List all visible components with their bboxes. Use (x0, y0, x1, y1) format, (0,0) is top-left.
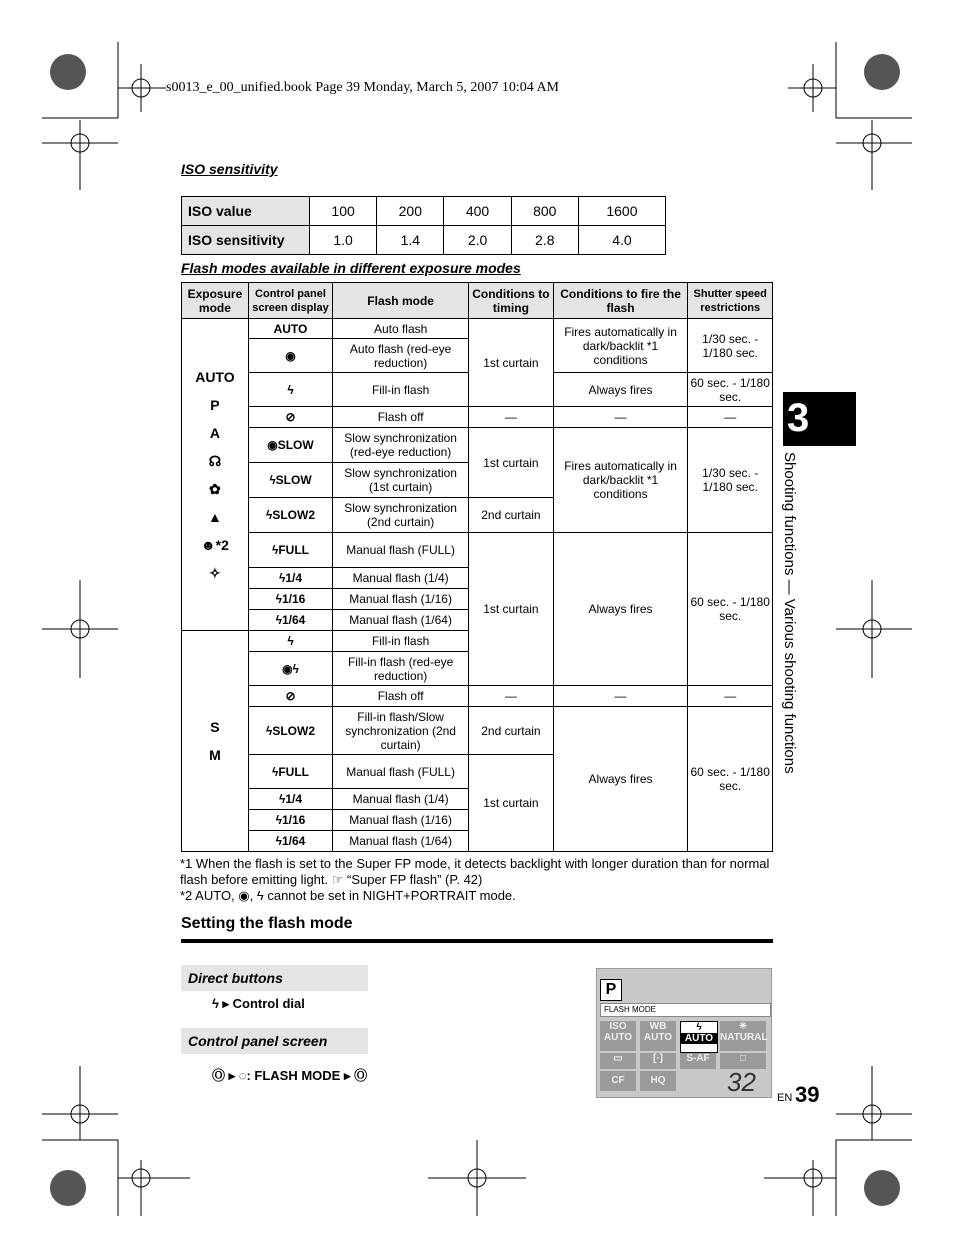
quality-cell: HQ (640, 1071, 676, 1091)
iso-cell: 400 (444, 197, 511, 226)
timing-cell: — (469, 407, 554, 428)
display-cell: ϟSLOW2 (248, 498, 332, 533)
footnote-2: *2 AUTO, ◉, ϟ cannot be set in NIGHT+PORTRAIT mode. (180, 888, 516, 903)
fire-cell: Fires automatically in dark/backlit *1 conditions (553, 319, 688, 373)
sens-cell: 4.0 (578, 226, 665, 255)
expo-label: A (209, 424, 220, 441)
mode-cell: Auto flash (red-eye reduction) (333, 339, 469, 373)
mode-cell: Fill-in flash (red-eye reduction) (333, 652, 469, 686)
iso-value-label: ISO value (182, 197, 310, 226)
sens-cell: 1.4 (377, 226, 444, 255)
setting-title: Setting the flash mode (181, 915, 353, 932)
direct-buttons-text: ϟ ▸ Control dial (212, 996, 305, 1011)
drive-cell: □ (720, 1053, 766, 1069)
mode-cell: Slow synchronization (2nd curtain) (333, 498, 469, 533)
iso-value-row (182, 197, 666, 226)
mode-cell: Manual flash (FULL) (333, 755, 469, 789)
display-cell: ϟ (248, 373, 332, 407)
expo-label: ☊ (208, 452, 222, 469)
side-text (780, 452, 802, 792)
direct-buttons-label: Direct buttons (181, 965, 368, 991)
display-cell: ϟ1/4 (248, 789, 332, 810)
chapter-number: 3 (787, 396, 810, 440)
shutter-cell: 60 sec. - 1/180 sec. (688, 707, 773, 852)
head-shutter: Shutter speed restrictions (688, 283, 773, 319)
iso-sens-row (182, 226, 666, 255)
mode-cell: Slow synchronization (red-eye reduction) (333, 428, 469, 463)
timing-cell: 2nd curtain (469, 498, 554, 533)
shutter-cell: 1/30 sec. - 1/180 sec. (688, 319, 773, 373)
display-cell: ϟ1/4 (248, 568, 332, 589)
shutter-cell: — (688, 407, 773, 428)
page-number: 39 (795, 1082, 820, 1107)
shutter-cell: 1/30 sec. - 1/180 sec. (688, 428, 773, 533)
wb-cell-lcd: WB AUTO (640, 1021, 676, 1051)
display-cell: ϟSLOW2 (248, 707, 332, 755)
mode-cell: Slow synchronization (1st curtain) (333, 463, 469, 498)
control-panel-text: Ⓞ ▸ ◌: FLASH MODE ▸ Ⓞ (212, 1068, 368, 1083)
exposure-group-1 (182, 319, 249, 631)
display-cell: ϟFULL (248, 533, 332, 568)
mode-cell: Manual flash (1/64) (333, 831, 469, 852)
timing-cell: — (469, 686, 554, 707)
expo-label: ☻*2 (200, 536, 229, 553)
lcd-title: FLASH MODE (600, 1003, 771, 1017)
expo-label: P (210, 396, 220, 413)
iso-title: ISO sensitivity (181, 161, 278, 177)
mode-cell: Manual flash (1/64) (333, 610, 469, 631)
display-cell: ◉ϟ (248, 652, 332, 686)
book-header: s0013_e_00_unified.book Page 39 Monday, March 5, 2007 10:04 AM (166, 80, 559, 95)
metering-cell: ▭ (600, 1053, 636, 1069)
head-fire: Conditions to fire the flash (553, 283, 688, 319)
sens-cell: 1.0 (310, 226, 377, 255)
timing-cell: 2nd curtain (469, 707, 554, 755)
iso-cell: 1600 (578, 197, 665, 226)
mode-cell: Flash off (333, 407, 469, 428)
display-cell: ϟFULL (248, 755, 332, 789)
mode-cell: Flash off (333, 686, 469, 707)
display-cell: AUTO (248, 319, 332, 339)
expo-label: ▲ (207, 508, 222, 525)
fire-cell: Fires automatically in dark/backlit *1 conditions (553, 428, 688, 533)
mode-cell: Manual flash (FULL) (333, 533, 469, 568)
mode-cell: Manual flash (1/4) (333, 789, 469, 810)
display-cell: ϟ1/16 (248, 589, 332, 610)
flash-title: Flash modes available in different exposure modes (181, 260, 521, 276)
footnote-1: *1 When the flash is set to the Super FP mode, it detects backlight with longer duration than for normal flash before emitting light. ☞ “Super FP flash” (P. 42) (180, 856, 770, 887)
flash-cell-lcd: ϟ AUTO (680, 1021, 718, 1053)
mode-cell: Manual flash (1/4) (333, 568, 469, 589)
head-display: Control panel screen display (248, 283, 332, 319)
fire-cell: Always fires (553, 373, 688, 407)
fire-cell: Always fires (553, 533, 688, 686)
af-mode-cell: S-AF (680, 1053, 716, 1069)
mode-cell: Fill-in flash (333, 373, 469, 407)
shutter-cell: — (688, 686, 773, 707)
display-cell: ◉SLOW (248, 428, 332, 463)
side-text-label: Shooting functions — Various shooting functions (781, 452, 798, 774)
iso-sens-label: ISO sensitivity (182, 226, 310, 255)
display-cell: ⊘ (248, 686, 332, 707)
expo-label: ✧ (209, 564, 221, 581)
chapter-tab (783, 392, 856, 446)
timing-cell: 1st curtain (469, 319, 554, 407)
fire-cell: Always fires (553, 707, 688, 852)
mode-cell: Manual flash (1/16) (333, 589, 469, 610)
mode-cell: Manual flash (1/16) (333, 810, 469, 831)
iso-table (181, 196, 666, 255)
timing-cell: 1st curtain (469, 755, 554, 852)
display-cell: ϟ1/16 (248, 810, 332, 831)
page-lang: EN (777, 1092, 793, 1104)
display-cell: ⊘ (248, 407, 332, 428)
iso-cell-lcd: ISO AUTO (600, 1021, 636, 1051)
control-panel-screenshot (596, 968, 772, 1098)
card-cell: CF (600, 1071, 636, 1091)
mode-cell: Fill-in flash/Slow synchronization (2nd curtain) (333, 707, 469, 755)
display-cell: ϟ1/64 (248, 831, 332, 852)
control-panel-label: Control panel screen (181, 1028, 368, 1054)
expo-label: ✿ (209, 480, 221, 497)
iso-cell: 100 (310, 197, 377, 226)
iso-cell: 800 (511, 197, 578, 226)
display-cell: ϟ1/64 (248, 610, 332, 631)
timing-cell: 1st curtain (469, 533, 554, 686)
fire-cell: — (553, 407, 688, 428)
display-cell: ϟSLOW (248, 463, 332, 498)
expo-label: S (210, 719, 220, 735)
display-cell: ◉ (248, 339, 332, 373)
shutter-cell: 60 sec. - 1/180 sec. (688, 373, 773, 407)
head-timing: Conditions to timing (469, 283, 554, 319)
af-area-cell: [·] (640, 1053, 676, 1069)
footnotes (180, 856, 780, 904)
head-flash-mode: Flash mode (333, 283, 469, 319)
picture-mode-cell: ☀ NATURAL (720, 1021, 766, 1051)
mode-indicator: P (600, 979, 622, 1001)
exposure-group-2 (182, 631, 249, 852)
expo-label: M (209, 747, 221, 763)
mode-cell: Auto flash (333, 319, 469, 339)
flash-table (181, 282, 773, 852)
display-cell: ϟ (248, 631, 332, 652)
mode-cell: Fill-in flash (333, 631, 469, 652)
iso-cell: 200 (377, 197, 444, 226)
timing-cell: 1st curtain (469, 428, 554, 498)
head-exposure: Exposure mode (182, 283, 249, 319)
shutter-cell: 60 sec. - 1/180 sec. (688, 533, 773, 686)
expo-label: AUTO (195, 368, 235, 385)
shot-counter: 32 (727, 1067, 756, 1097)
sens-cell: 2.0 (444, 226, 511, 255)
sens-cell: 2.8 (511, 226, 578, 255)
section-rule (181, 939, 773, 943)
fire-cell: — (553, 686, 688, 707)
